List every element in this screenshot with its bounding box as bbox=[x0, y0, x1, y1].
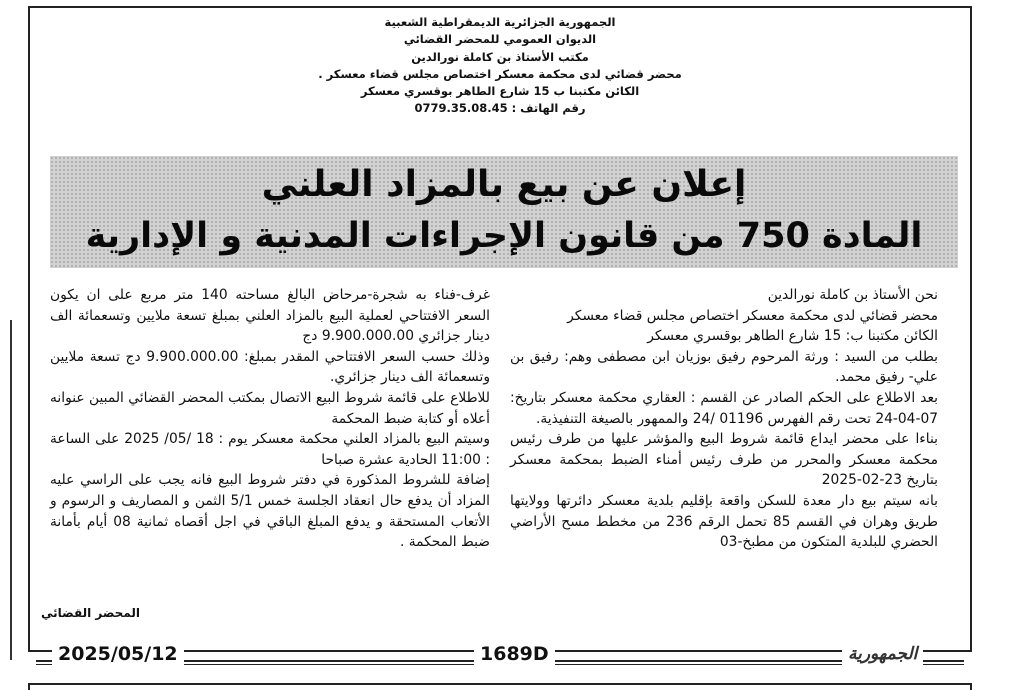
next-announcement-edge bbox=[28, 683, 972, 690]
paragraph: بعد الاطلاع على الحكم الصادر عن القسم : العقاري محكمة معسكر بتاريخ: 07-04-24 تحت رقم الفهرس 01196 /24 والممهور بالصيغة التنفيذية. bbox=[510, 389, 938, 427]
header-line: الديوان العمومي للمحضر القضائي bbox=[403, 32, 597, 47]
header-line: الكائن مكتبنا ب 15 شارع الطاهر بوقسري معسكر bbox=[360, 84, 640, 99]
title-banner bbox=[50, 156, 958, 268]
paragraph: إضافة للشروط المذكورة في دفتر شروط البيع فانه يجب على الراسي عليه المزاد أن يدفع حال انعقاد الجلسة خمس 5/1 الثمن و المصاريف و الرسوم و الأتعاب المستحقة و يدفع المبلغ الباقي في اجل أقصاه ثمانية 08 أيام بأمانة ضبط المحكمة . bbox=[50, 472, 491, 551]
column-rule bbox=[10, 320, 12, 660]
header-line: محضر قضائي لدى محكمة معسكر اختصاص مجلس قضاء معسكر . bbox=[318, 66, 682, 81]
paragraph: بطلب من السيد : ورثة المرحوم رفيق بوزيان ابن مصطفى وهم: رفيق بن علي- رفيق محمد. bbox=[510, 348, 938, 386]
signature: المحضر القضائي bbox=[40, 606, 140, 620]
title-line-1: إعلان عن بيع بالمزاد العلني bbox=[261, 164, 747, 205]
paragraph: غرف-فناء به شجرة-مرحاض البالغ مساحته 140 متر مربع على ان يكون السعر الافتتاحي لعملية البيع بالمزاد العلني بمبلغ تسعة ملايين وتسعمائة الف دينار جزائري 9.900.000.00 دج bbox=[50, 287, 490, 345]
header-line: مكتب الأستاذ بن كاملة نورالدين bbox=[411, 49, 589, 64]
paragraph: بانه سيتم بيع دار معدة للسكن واقعة بإقليم بلدية معسكر دائرتها وولايتها طريق وهران في القسم 85 تحمل الرقم 236 من مخطط مسح الأراضي الحضري للبلدية المتكون من مطبخ-03 bbox=[510, 492, 938, 551]
left-column bbox=[50, 285, 490, 553]
paragraph: وسيتم البيع بالمزاد العلني محكمة معسكر يوم : 18 /05/ 2025 على الساعة : 11:00 الحادية عشرة صباحا bbox=[50, 431, 490, 468]
paragraph: للاطلاع على قائمة شروط البيع الاتصال بمكتب المحضر القضائي المبين عنوانه أعلاه أو كتابة ضبط المحكمة bbox=[50, 389, 490, 427]
paragraph: نحن الأستاذ بن كاملة نورالدين bbox=[767, 287, 938, 303]
paragraph: الكائن مكتبنا ب: 15 شارع الطاهر بوقسري معسكر bbox=[647, 328, 938, 345]
publication-date: 2025/05/12 bbox=[52, 640, 184, 668]
header-line: الجمهورية الجزائرية الديمقراطية الشعبية bbox=[384, 15, 616, 29]
paragraph: محضر قضائي لدى محكمة معسكر اختصاص مجلس قضاء معسكر bbox=[567, 307, 938, 324]
title-line-2: المادة 750 من قانون الإجراءات المدنية و الإدارية bbox=[85, 216, 923, 256]
bailiff-header bbox=[220, 14, 780, 118]
newspaper-masthead: الجمهورية bbox=[842, 640, 923, 668]
paragraph: بناءا على محضر ايداع قائمة شروط البيع والمؤشر عليها من طرف رئيس محكمة معسكر والمحرر من طرف رئيس أمناء الضبط بمحكمة معسكر بتاريخ 23-02-2025 bbox=[510, 431, 938, 489]
right-column bbox=[510, 285, 938, 553]
issue-number: 1689D bbox=[474, 640, 555, 668]
page-footer bbox=[36, 640, 964, 668]
header-line: رقم الهاتف : 0779.35.08.45 bbox=[414, 101, 586, 116]
paragraph: وذلك حسب السعر الافتتاحي المقدر بمبلغ: 9.900.000.00 دج تسعة ملايين وتسعمائة الف دينار جزائري. bbox=[50, 348, 490, 386]
